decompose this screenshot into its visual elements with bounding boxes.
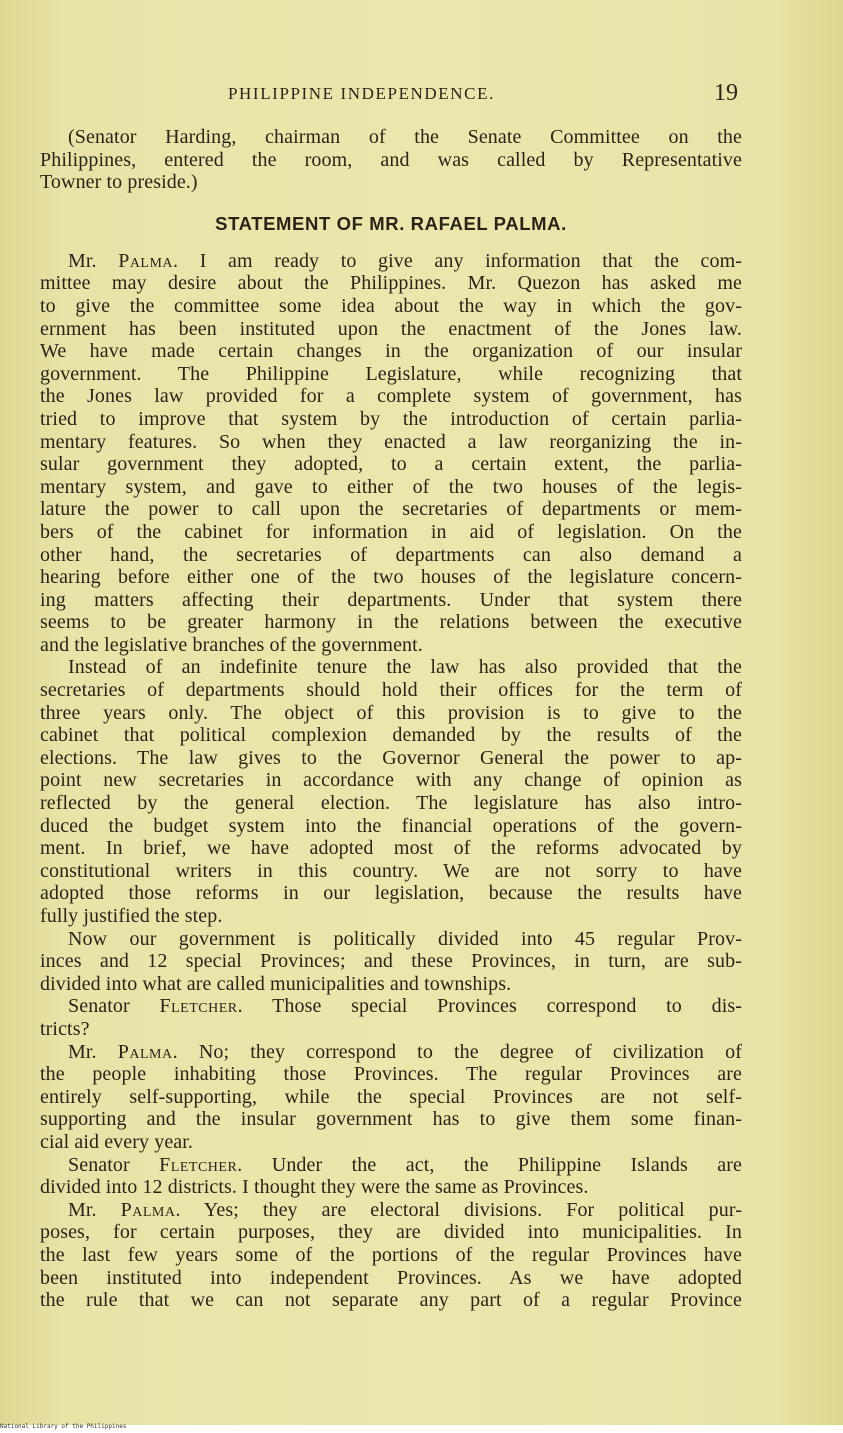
paragraph-line: Now our government is politically divided into 45 regular Prov- bbox=[68, 927, 742, 950]
paragraph-line: elections. The law gives to the Governor General the power to ap- bbox=[40, 746, 742, 769]
paragraph-line: the rule that we can not separate any part of a regular Province bbox=[40, 1289, 742, 1312]
paragraph-line: cial aid every year. bbox=[40, 1130, 194, 1153]
paragraph-first-line bbox=[40, 1154, 742, 1177]
speaker-title: Mr. bbox=[68, 1198, 121, 1221]
paragraph-line: mentary system, and gave to either of the two houses of the legis- bbox=[40, 475, 742, 498]
paragraph-text: . No; they correspond to the degree of civilization of bbox=[172, 1040, 742, 1063]
paragraph-line: the last few years some of the portions of the regular Provinces have bbox=[40, 1243, 742, 1266]
paragraph-first-line bbox=[40, 995, 742, 1018]
paragraph-line: government. The Philippine Legislature, while recognizing that bbox=[40, 362, 742, 385]
intro-line: (Senator Harding, chairman of the Senate Committee on the bbox=[68, 126, 742, 148]
paragraph-line: ernment has been instituted upon the enactment of the Jones law. bbox=[40, 317, 742, 340]
paragraph-line: three years only. The object of this provision is to give to the bbox=[40, 701, 742, 724]
paragraph-line: been instituted into independent Provinces. As we have adopted bbox=[40, 1266, 742, 1289]
paragraph-line: tried to improve that system by the introduction of certain parlia- bbox=[40, 407, 742, 430]
paragraph-line: fully justified the step. bbox=[40, 905, 223, 927]
speaker-name: Fletcher bbox=[159, 995, 238, 1018]
paragraph-text: . Those special Provinces correspond to dis- bbox=[237, 995, 742, 1018]
paragraph-first-line bbox=[40, 1199, 742, 1222]
paragraph-line: mentary features. So when they enacted a law reorganizing the in- bbox=[40, 430, 742, 453]
paragraph-text: . Yes; they are electoral divisions. For political pur- bbox=[175, 1198, 743, 1221]
paragraph-line: bers of the cabinet for information in aid of legislation. On the bbox=[40, 520, 742, 543]
paragraph-line: hearing before either one of the two houses of the legislature concern- bbox=[40, 566, 742, 589]
paragraph-text: . Under the act, the Philippine Islands are bbox=[237, 1153, 742, 1176]
paragraph-line: supporting and the insular government has to give them some finan- bbox=[40, 1108, 742, 1131]
speaker-title: Senator bbox=[68, 995, 160, 1018]
paragraph-line: entirely self-supporting, while the special Provinces are not self- bbox=[40, 1085, 742, 1108]
intro-line: Towner to preside.) bbox=[40, 171, 198, 194]
scan-footer-strip bbox=[0, 1425, 843, 1433]
paragraph-line: to give the committee some idea about the way in which the gov- bbox=[40, 294, 742, 317]
paragraph-first-line bbox=[40, 1041, 742, 1064]
paragraph-palma-3 bbox=[40, 928, 742, 996]
paragraph-line: inces and 12 special Provinces; and these Provinces, in turn, are sub- bbox=[40, 950, 742, 973]
paragraph-palma-1 bbox=[40, 250, 742, 657]
paragraph-line: other hand, the secretaries of departments can also demand a bbox=[40, 543, 742, 566]
paragraph-line: adopted those reforms in our legislation, because the results have bbox=[40, 882, 742, 905]
speaker-name: Palma bbox=[117, 1040, 173, 1063]
paragraph-line: seems to be greater harmony in the relations between the executive bbox=[40, 611, 742, 634]
paragraph-line: ment. In brief, we have adopted most of the reforms advocated by bbox=[40, 837, 742, 860]
speaker-title: Mr. bbox=[68, 249, 119, 272]
intro-line: Philippines, entered the room, and was called by Representative bbox=[40, 148, 742, 171]
paragraph-line: ing matters affecting their departments. Under that system there bbox=[40, 588, 742, 611]
speaker-name: Palma bbox=[120, 1198, 176, 1221]
paragraph-line: secretaries of departments should hold their offices for the term of bbox=[40, 679, 742, 702]
speaker-title: Senator bbox=[68, 1153, 160, 1176]
paragraph-line: duced the budget system into the financial operations of the govern- bbox=[40, 814, 742, 837]
speaker-name: Palma bbox=[118, 249, 174, 272]
paragraph-fletcher-1 bbox=[40, 995, 742, 1040]
paragraph-line: sular government they adopted, to a certain extent, the parlia- bbox=[40, 453, 742, 476]
paragraph-fletcher-2 bbox=[40, 1154, 742, 1199]
paragraph-line: lature the power to call upon the secretaries of departments or mem- bbox=[40, 498, 742, 521]
paragraph-line: mittee may desire about the Philippines. Mr. Quezon has asked me bbox=[40, 272, 742, 295]
page-body bbox=[40, 126, 742, 1312]
intro-paragraph bbox=[40, 126, 742, 194]
paragraph-line: the Jones law provided for a complete system of government, has bbox=[40, 385, 742, 408]
paragraph-line: the people inhabiting those Provinces. The regular Provinces are bbox=[40, 1063, 742, 1086]
section-heading: STATEMENT OF MR. RAFAEL PALMA. bbox=[215, 212, 567, 234]
page-number: 19 bbox=[714, 80, 738, 106]
paragraph-line: divided into what are called municipalities and townships. bbox=[40, 972, 512, 995]
paragraph-first-line bbox=[40, 250, 742, 273]
paragraph-line: point new secretaries in accordance with any change of opinion as bbox=[40, 769, 742, 792]
paragraph-palma-4 bbox=[40, 1041, 742, 1154]
paragraph-line: and the legislative branches of the government. bbox=[40, 633, 423, 656]
paragraph-line: constitutional writers in this country. We are not sorry to have bbox=[40, 859, 742, 882]
speaker-name: Fletcher bbox=[159, 1153, 238, 1176]
speaker-title: Mr. bbox=[68, 1040, 118, 1063]
paragraph-line: Instead of an indefinite tenure the law has also provided that the bbox=[68, 656, 742, 679]
paragraph-line: poses, for certain purposes, they are divided into municipalities. In bbox=[40, 1221, 742, 1244]
paragraph-line: reflected by the general election. The legislature has also intro- bbox=[40, 792, 742, 815]
library-watermark: National Library of the Philippines bbox=[0, 1423, 127, 1430]
running-head bbox=[0, 80, 843, 106]
paragraph-palma-5 bbox=[40, 1199, 742, 1312]
paragraph-line: cabinet that political complexion demanded by the results of the bbox=[40, 724, 742, 747]
paragraph-line: We have made certain changes in the organization of our insular bbox=[40, 340, 742, 363]
paragraph-text: . I am ready to give any information that the com- bbox=[173, 249, 742, 272]
paragraph-line: tricts? bbox=[40, 1017, 90, 1040]
paragraph-palma-2 bbox=[40, 656, 742, 927]
paragraph-line: divided into 12 districts. I thought they were the same as Provinces. bbox=[40, 1176, 589, 1199]
running-title: PHILIPPINE INDEPENDENCE. bbox=[228, 84, 495, 103]
